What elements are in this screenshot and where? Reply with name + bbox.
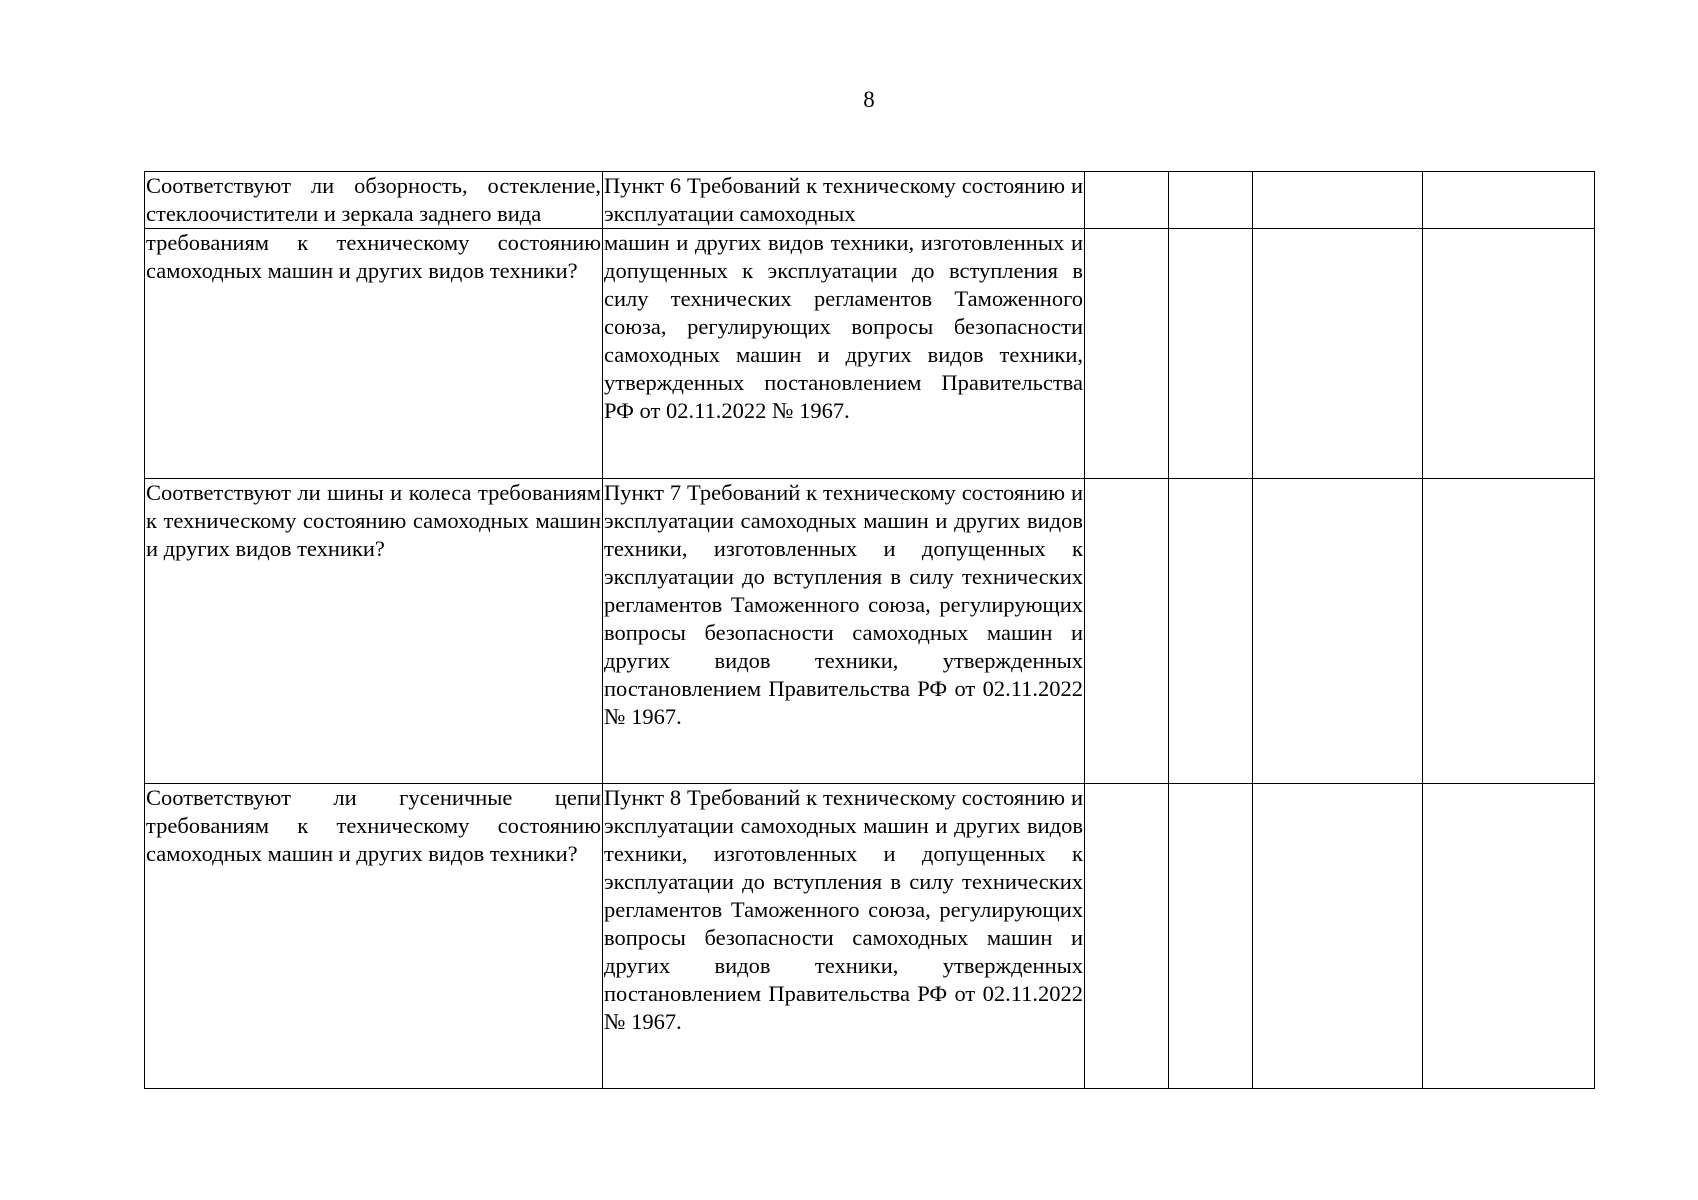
answer-cell-no[interactable] (1169, 172, 1253, 229)
question-text: требованиям к техническому состоянию самоходных машин и других видов техники? (146, 230, 601, 283)
answer-cell-yes[interactable] (1085, 479, 1169, 784)
question-cell (145, 479, 603, 784)
question-cell (145, 784, 603, 1089)
question-cell (145, 172, 603, 229)
answer-cell-not-applicable[interactable] (1253, 229, 1423, 479)
requirement-cell (603, 479, 1085, 784)
answer-cell-no[interactable] (1169, 784, 1253, 1089)
requirement-cell (603, 784, 1085, 1089)
question-text: Соответствуют ли обзорность, остекление, стеклоочистители и зеркала заднего вида (146, 173, 601, 226)
answer-cell-no[interactable] (1169, 479, 1253, 784)
checklist-table (144, 171, 1595, 1089)
answer-cell-not-applicable[interactable] (1253, 172, 1423, 229)
requirement-text: машин и других видов техники, изготовленных и допущенных к эксплуатации до вступления в силу технических регламентов Таможенного союза, регулирующих вопросы безопасности самоходных машин и других видов техники, утвержденных постановлением Правительства РФ от 02.11.2022 № 1967. (604, 230, 1083, 423)
answer-cell-yes[interactable] (1085, 172, 1169, 229)
answer-cell-not-applicable[interactable] (1253, 784, 1423, 1089)
comment-cell[interactable] (1423, 172, 1595, 229)
table-row (145, 479, 1595, 784)
requirement-cell (603, 172, 1085, 229)
comment-cell[interactable] (1423, 479, 1595, 784)
answer-cell-no[interactable] (1169, 229, 1253, 479)
requirement-text: Пункт 7 Требований к техническому состоянию и эксплуатации самоходных машин и других видов техники, изготовленных и допущенных к эксплуатации до вступления в силу технических регламентов Таможенного союза, регулирующих вопросы безопасности самоходных машин и других видов техники, утвержденных постановлением Правительства РФ от 02.11.2022 № 1967. (604, 480, 1083, 729)
comment-cell[interactable] (1423, 784, 1595, 1089)
answer-cell-yes[interactable] (1085, 229, 1169, 479)
page-number: 8 (863, 87, 875, 112)
answer-cell-not-applicable[interactable] (1253, 479, 1423, 784)
question-cell (145, 229, 603, 479)
comment-cell[interactable] (1423, 229, 1595, 479)
question-text: Соответствуют ли гусеничные цепи требованиям к техническому состоянию самоходных машин и других видов техники? (146, 785, 601, 866)
table-row (145, 172, 1595, 229)
answer-cell-yes[interactable] (1085, 784, 1169, 1089)
question-text: Соответствуют ли шины и колеса требованиям к техническому состоянию самоходных машин и других видов техники? (146, 480, 601, 561)
table-row (145, 784, 1595, 1089)
requirement-cell (603, 229, 1085, 479)
requirement-text: Пункт 8 Требований к техническому состоянию и эксплуатации самоходных машин и других видов техники, изготовленных и допущенных к эксплуатации до вступления в силу технических регламентов Таможенного союза, регулирующих вопросы безопасности самоходных машин и других видов техники, утвержденных постановлением Правительства РФ от 02.11.2022 № 1967. (604, 785, 1083, 1034)
requirement-text: Пункт 6 Требований к техническому состоянию и эксплуатации самоходных (604, 173, 1083, 226)
table-row (145, 229, 1595, 479)
